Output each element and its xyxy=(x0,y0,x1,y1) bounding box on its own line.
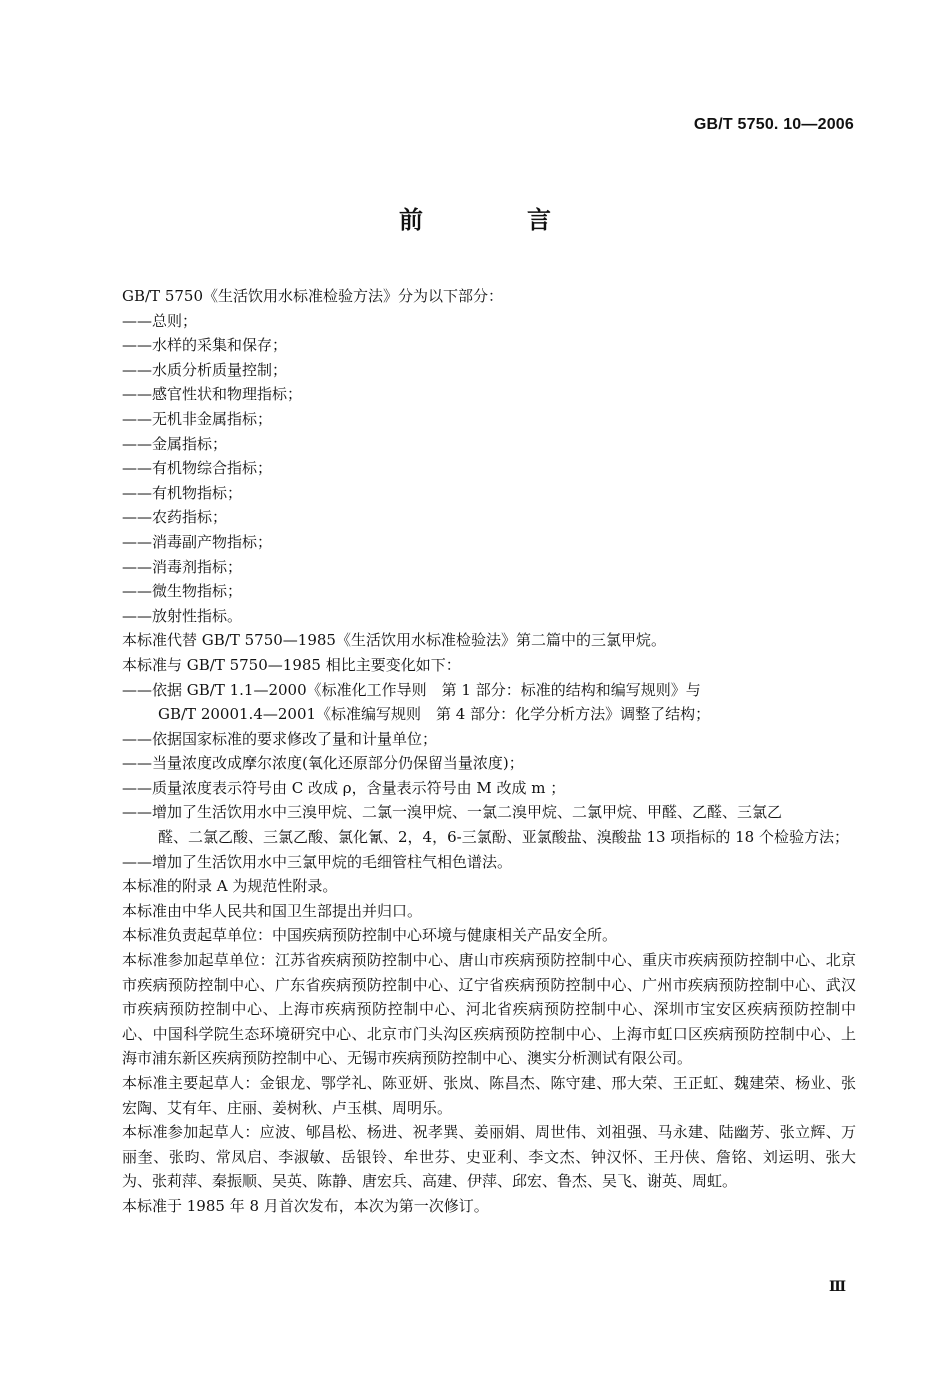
release-line: 本标准于 1985 年 8 月首次发布，本次为第一次修订。 xyxy=(122,1196,489,1215)
document-body xyxy=(122,284,856,1219)
list-item: ——有机物指标； xyxy=(122,483,243,502)
responsible-line: 本标准负责起草单位：中国疾病预防控制中心环境与健康相关产品安全所。 xyxy=(122,926,618,945)
participating-units: 本标准参加起草单位：江苏省疾病预防控制中心、唐山市疾病预防控制中心、重庆市疾病预防控制中心、北京市疾病预防控制中心、广东省疾病预防控制中心、辽宁省疾病预防控制中心、广州市疾病预防控制中心、武汉市疾病预防控制中心、上海市疾病预防控制中心、河北省疾病预防控制中心、深圳市宝安区疾病预防控制中心、中国科学院生态环境研究中心、北京市门头沟区疾病预防控制中心、上海市虹口区疾病预防控制中心、上海市浦东新区疾病预防控制中心、无锡市疾病预防控制中心、澳实分析测试有限公司。 xyxy=(122,951,856,1068)
page-number: Ⅲ xyxy=(828,1279,846,1295)
change-item-continued: 醛、二氯乙酸、三氯乙酸、氯化氰、2，4，6-三氯酚、亚氯酸盐、溴酸盐 13 项指标的 18 个检验方法； xyxy=(158,828,849,847)
list-item: ——放射性指标。 xyxy=(122,606,243,625)
change-item: ——质量浓度表示符号由 C 改成 ρ，含量表示符号由 M 改成 m ； xyxy=(122,778,566,797)
list-item: ——消毒副产物指标； xyxy=(122,532,273,551)
change-item: ——依据国家标准的要求修改了量和计量单位； xyxy=(122,729,438,748)
document-code: GB/T 5750. 10—2006 xyxy=(693,116,854,133)
change-item: ——增加了生活饮用水中三氯甲烷的毛细管柱气相色谱法。 xyxy=(122,852,513,871)
replace-line: 本标准代替 GB/T 5750—1985《生活饮用水标准检验法》第二篇中的三氯甲烷。 xyxy=(122,631,666,650)
page-title: 前 言 xyxy=(399,206,591,234)
change-item: ——当量浓度改成摩尔浓度(氧化还原部分仍保留当量浓度)； xyxy=(122,754,524,773)
changes-intro: 本标准与 GB/T 5750—1985 相比主要变化如下： xyxy=(122,655,461,674)
list-item: ——农药指标； xyxy=(122,508,228,527)
list-item: ——水样的采集和保存； xyxy=(122,336,288,355)
appendix-line: 本标准的附录 A 为规范性附录。 xyxy=(122,877,338,896)
list-item: ——微生物指标； xyxy=(122,582,243,601)
list-item: ——无机非金属指标； xyxy=(122,409,273,428)
list-item: ——总则； xyxy=(122,311,198,330)
change-item: ——增加了生活饮用水中三溴甲烷、二氯一溴甲烷、一氯二溴甲烷、二氯甲烷、甲醛、乙醛、三氯乙 xyxy=(122,803,783,822)
change-item-continued: GB/T 20001.4—2001《标准编写规则 第 4 部分：化学分析方法》调整了结构； xyxy=(158,705,711,724)
list-item: ——金属指标； xyxy=(122,434,228,453)
participating-drafters: 本标准参加起草人：应波、郇昌松、杨进、祝孝巽、姜丽娟、周世伟、刘祖强、马永建、陆幽芳、张立辉、万丽奎、张昀、常凤启、李淑敏、岳银铃、牟世芬、史亚利、李文杰、钟汉怀、王丹侠、詹铭、刘运明、张大为、张莉萍、秦振顺、吴英、陈静、唐宏兵、高建、伊萍、邱宏、鲁杰、吴飞、谢英、周虹。 xyxy=(122,1123,856,1191)
list-item: ——水质分析质量控制； xyxy=(122,360,288,379)
change-item: ——依据 GB/T 1.1—2000《标准化工作导则 第 1 部分：标准的结构和编写规则》与 xyxy=(122,680,701,699)
list-item: ——消毒剂指标； xyxy=(122,557,243,576)
intro-line: GB/T 5750《生活饮用水标准检验方法》分为以下部分： xyxy=(122,287,504,305)
proposer-line: 本标准由中华人民共和国卫生部提出并归口。 xyxy=(122,901,423,920)
main-drafters: 本标准主要起草人：金银龙、鄂学礼、陈亚妍、张岚、陈昌杰、陈守建、邢大荣、王正虹、魏建荣、杨业、张宏陶、艾有年、庄丽、姜树秋、卢玉棋、周明乐。 xyxy=(122,1074,856,1117)
list-item: ——有机物综合指标； xyxy=(122,459,273,478)
list-item: ——感官性状和物理指标； xyxy=(122,385,303,404)
